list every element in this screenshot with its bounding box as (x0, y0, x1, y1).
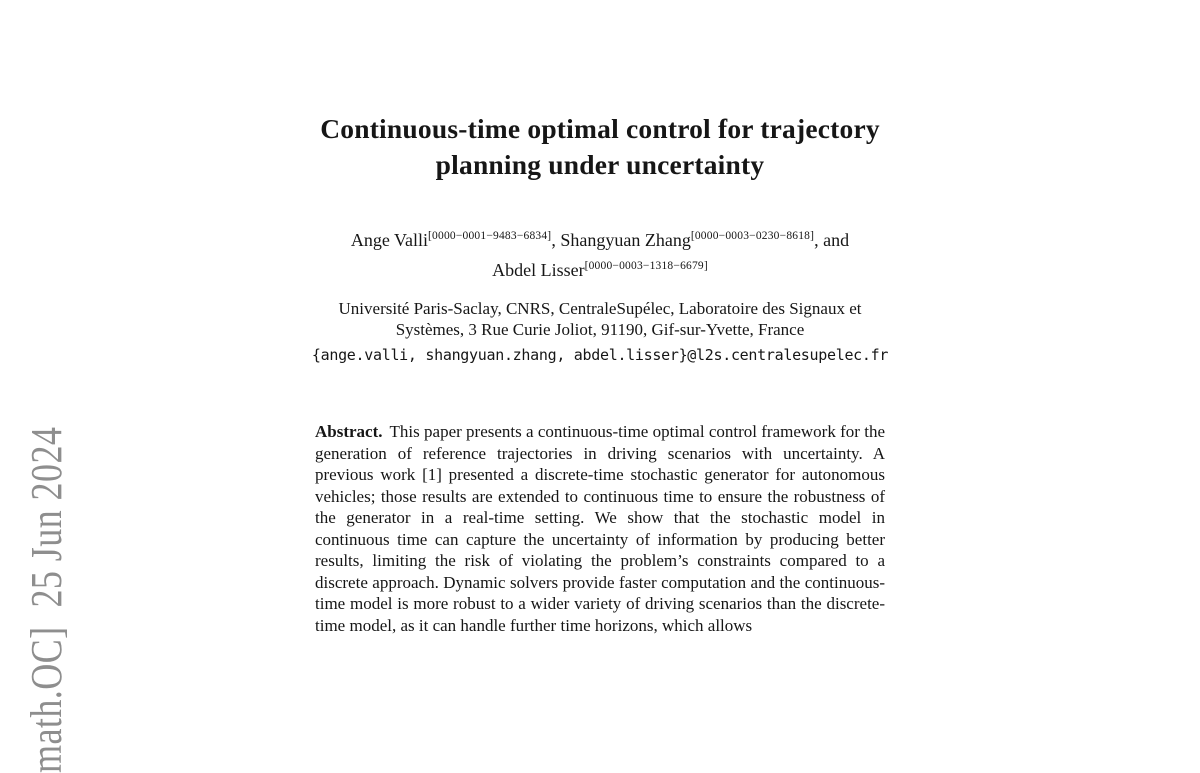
author-line-1 (0, 223, 1200, 253)
author-name: Abdel Lisser (492, 260, 585, 280)
title-line-2: planning under uncertainty (435, 149, 765, 180)
author-separator: , (551, 230, 561, 250)
paper-title (0, 111, 1200, 183)
author-line-2 (0, 253, 1200, 283)
affiliation-line-1: Université Paris-Saclay, CNRS, CentraleSupélec, Laboratoire des Signaux et (338, 299, 862, 318)
author-orcid-superscript: [0000−0003−0230−8618] (690, 230, 815, 242)
abstract-text: This paper presents a continuous-time optimal control framework for the generation of reference trajectories in driving scenarios with uncertainty. A previous work [1] presented a discrete-time stochastic generator for autonomous vehicles; those results are extended to continuous time to ensure the robustness of the generator in a real-time setting. We show that the stochastic model in continuous time can capture the uncertainty of information by producing better results, limiting the risk of violating the problem’s constraints compared to a discrete approach. Dynamic solvers provide faster computation and the continuous-time model is more robust to a wider variety of driving scenarios than the discrete-time model, as it can handle further time horizons, which allows (315, 422, 885, 635)
paper-page (0, 111, 1200, 773)
affiliation-line-2: Systèmes, 3 Rue Curie Joliot, 91190, Gif-sur-Yvette, France (395, 319, 805, 339)
author-name: Ange Valli (350, 230, 429, 250)
author-orcid-superscript: [0000−0003−1318−6679] (584, 260, 708, 272)
author-list (0, 223, 1200, 283)
author-name: Shangyuan Zhang (560, 230, 691, 250)
author-orcid-superscript: [0000−0001−9483−6834] (428, 230, 552, 242)
abstract-label: Abstract. (315, 422, 383, 441)
affiliation (0, 299, 1200, 340)
arxiv-watermark: math.OC] 25 Jun 2024 (22, 426, 71, 773)
author-separator: , and (814, 230, 850, 250)
title-line-1: Continuous-time optimal control for trajectory (320, 113, 880, 144)
email-line: {ange.valli, shangyuan.zhang, abdel.lisser}@l2s.centralesupelec.fr (311, 346, 889, 364)
abstract-section (315, 421, 885, 636)
